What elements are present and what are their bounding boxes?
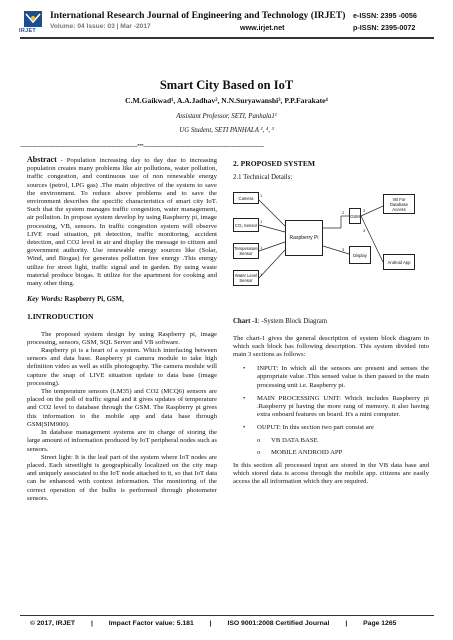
left-column [27,156,217,503]
page-footer [30,620,430,627]
section-list [233,365,429,457]
bullet-icon: • [243,365,246,373]
abstract-label: Abstract [27,155,57,164]
svg-text:1: 1 [260,193,263,199]
intro-body [27,331,217,503]
sub-list [233,437,429,457]
sub-list-item-text: VB DATA BASE [271,436,318,444]
sub-list-item [233,437,429,445]
abstract [27,156,217,288]
volume-info: Volume: 04 Issue: 03 | Mar -2017 [50,23,151,30]
keywords-label: Key Words: [27,294,63,304]
android-app-block: Android App [383,254,415,270]
sub-list-item [233,449,429,457]
footer-page: Page 1265 [363,620,397,627]
intro-paragraph: Raspberry pi is a heart of a system. Which interfacing between sensors and data base. Raspberry pi camera module to take high definition video as well as stills photography. The camera module will capture the snap of LIVE situation update to data base (image processing). [27,347,217,387]
temperature-sensor-block: Temperature Sensor [233,243,259,259]
footer-rule [20,615,434,616]
right-column [233,156,429,487]
bullet-icon: • [243,394,246,402]
intro-paragraph: The proposed system design by using Raspberry pi, image processing, sensors, GSM, SQL Server and VB software. [27,330,217,346]
journal-name: International Research Journal of Engineering and Technology (IRJET) [50,10,346,21]
p-issn: p-ISSN: 2395-0072 [353,23,416,32]
section2-description: The chart-1 gives the general description of system block diagram in which each block has following description. This system divided into main 3 sections as follows: [233,334,429,359]
journal-website[interactable]: www.irjet.net [240,23,285,32]
list-item-text: INPUT: In which all the sensors are present and senses the appropriate value .This sensed value is then passed to the main processing unit i.e. Raspberry pi. [257,365,429,389]
circle-bullet-icon: o [257,436,261,444]
footer-copyright: © 2017, IRJET [30,620,76,627]
svg-text:1: 1 [260,245,263,251]
footer-impact: Impact Factor value: 5.181 [108,620,194,627]
section2-closing: In this section all processed input are stored in the VB data base and which stored data is access through the mobile app. citizens are easily access the all information which they are required. [233,462,429,486]
header-rule [20,37,434,39]
circle-bullet-icon: o [257,448,261,456]
keywords [27,295,217,304]
svg-text:3: 3 [363,208,366,214]
logo-text: IRJET [19,28,37,34]
display-block: Display [349,246,371,264]
intro-paragraph: The temperature sensors (LM35) and CO2 (MCQ6) sensors are placed on the poll of traffic signal and it gives updates of temperature and CO2 level to database through the GSM. The Raspberry pi gives this information to the mobile app and data base through GSM(SIM900). [27,388,217,428]
list-item [233,424,429,457]
intro-heading: 1.INTRODUCTION [27,312,94,322]
vb-database-block: VB For Database Access [383,194,415,214]
intro-paragraph: In database management systems are in charge of storing the large amount of information produced by IoT peripheral nodes such as sensors. [27,429,217,453]
list-item-text: OUPUT: In this section two part consist are [257,424,374,432]
section2-heading: 2. PROPOSED SYSTEM [233,159,316,168]
page-header [0,0,453,42]
footer-divider: | [345,620,348,627]
water-level-sensor-block: Water Level Sensor [233,270,259,286]
caption-label: Chart -1 [233,318,258,326]
section2-subheading: 2.1 Technical Details: [233,174,293,182]
svg-text:3: 3 [342,247,345,253]
intro-paragraph: Street light: It is the leaf part of the system where IoT nodes are placed. Each streetlight is geographically localized on the city map and uniquely associated to the IoT node attached to it, so that IoT data can be enhanced with context information. The monitoring of the correct operation of the bulbs is performed through photometer sensors. [27,453,217,502]
list-item [233,365,429,390]
caption-text: : -System Block Diagram [257,318,328,326]
gsm-block: GSM [349,208,361,224]
sub-list-item-text: MOBILE ANDROID APP [271,448,343,456]
footer-divider: | [90,620,93,627]
footer-iso: ISO 9001:2008 Certified Journal [227,620,330,627]
svg-text:1: 1 [260,272,263,278]
paper-authors: C.M.Gaikwad¹, A.A.Jadhav², N.N.Suryawanshi³, P.P.Farakate⁴ [125,96,328,105]
keywords-text: Raspberry Pi, GSM, [62,296,124,304]
camera-block: Camera [233,192,259,204]
affiliation-2: UG Student, SETI PANHALA ², ⁴, ³ [179,127,274,134]
section-separator: ---------------------------------------------------------------------***----------------------------------------------------------------------- [20,144,264,150]
e-issn: e-ISSN: 2395 -0056 [353,11,417,20]
raspberry-pi-block: Raspberry Pi [285,220,323,256]
list-item [233,395,429,420]
svg-text:2: 2 [342,210,345,216]
paper-title: Smart City Based on IoT [159,78,294,92]
bullet-icon: • [243,424,246,432]
abstract-text: - Population increasing day to day due to increasing population creates many problems like air pollutions, water pollution, traffic congestion, and continuous use of non renewable energy sources (petrol, LPG gas) .The main objective of the system to save the environment. To reduce above problems and to save the environment describes the specific characteristics of smart city IoT. Such that the system manages traffic congestion, water management, air pollution. In propose system develop by using Raspberry pi, image processing, VB, sensors. In traffic congestion system will observe LIVE road situation, pit detection, traffic monitoring, accident detection, and CO2 level in air and display the message to citizen and government authority. Use renewable energy sources like (Solar, Wind, and Biogas) for generates pollution free energy .This energy utilize for street light, traffic signal and in garden. By using waste material produce biogas. It utilize for the apartment for cooking and many other thing. [27,157,217,288]
affiliation-1: Assistant Professor, SETI, Panhala1¹ [176,113,277,120]
system-block-diagram [233,188,429,310]
co2-sensor-block: CO₂ Sensor [233,218,259,232]
list-item-text: MAIN PROCESSING UNIT: Which includes Raspberry pi .Raspberry pi having the more rang of memory. it also having extra onboard features on board. It's a mini computer. [257,394,429,419]
svg-text:3: 3 [363,228,366,234]
svg-text:1: 1 [260,219,263,225]
figure-caption [233,318,429,326]
footer-divider: | [209,620,212,627]
